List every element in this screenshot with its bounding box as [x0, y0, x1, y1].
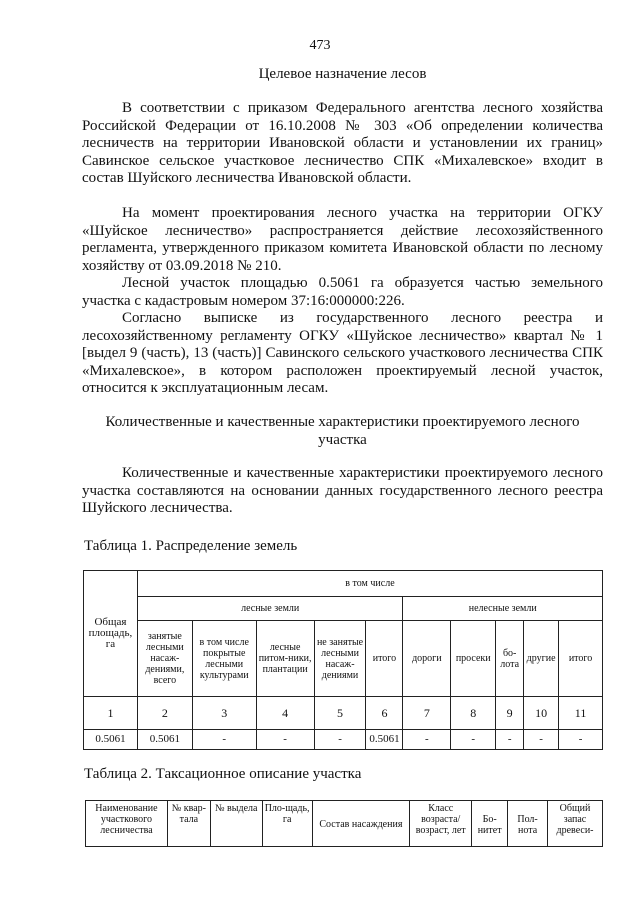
col-header: итого — [366, 621, 403, 697]
col-number: 1 — [84, 697, 138, 730]
col-header: Бо-нитет — [472, 801, 508, 847]
col-header: просеки — [451, 621, 496, 697]
section-heading: Целевое назначение лесов — [258, 66, 427, 82]
paragraph — [82, 205, 603, 275]
cell: 0.5061 — [366, 730, 403, 750]
cell: - — [496, 730, 524, 750]
col-header: не занятые лесными насаж-дениями — [314, 621, 366, 697]
header-forest-lands: лесные земли — [137, 597, 403, 621]
table-caption: Таблица 2. Таксационное описание участка — [84, 766, 362, 782]
col-header: бо-лота — [496, 621, 524, 697]
paragraph — [82, 465, 603, 518]
cell: - — [192, 730, 256, 750]
col-number: 7 — [403, 697, 451, 730]
page-number: 473 — [309, 38, 331, 53]
col-header: Пол-нота — [508, 801, 548, 847]
col-header: № квар-тала — [167, 801, 210, 847]
taxation-table — [85, 800, 603, 847]
col-header: Класс возраста/ возраст, лет — [410, 801, 472, 847]
paragraph — [82, 275, 603, 310]
cell: 0.5061 — [84, 730, 138, 750]
paragraph — [82, 100, 603, 188]
col-header: Наименование участкового лесничества — [86, 801, 168, 847]
col-header: в том числе покрытые лесными культурами — [192, 621, 256, 697]
paragraph-text: Количественные и качественные характеристики проектируемого лесного участка составляются на основании данных государственного лесного реестра Шуйского лесничества. — [82, 465, 603, 517]
cell: - — [256, 730, 314, 750]
paragraph-text: Лесной участок площадью 0.5061 га образуется частью земельного участка с кадастровым номером 37:16:000000:226. — [82, 275, 603, 309]
col-header: итого — [559, 621, 603, 697]
cell: - — [403, 730, 451, 750]
col-number: 10 — [524, 697, 559, 730]
col-header: Общий запас древеси- — [548, 801, 603, 847]
paragraph-text: Согласно выписке из государственного лесного реестра и лесохозяйственному регламенту ОГКУ «Шуйское лесничество» квартал № 1 [выдел 9 (часть), 13 (часть)] Савинского сельского участкового лесничества СПК «Михалевское», в котором расположен проектируемый лесной участок, относится к эксплуатационным лесам. — [82, 310, 603, 397]
table-caption: Таблица 1. Распределение земель — [84, 538, 298, 554]
header-total-area: Общая площадь, га — [84, 571, 138, 697]
col-number: 9 — [496, 697, 524, 730]
col-number: 11 — [559, 697, 603, 730]
col-header: Пло-щадь, га — [262, 801, 312, 847]
col-header: № выдела — [210, 801, 262, 847]
header-nonforest-lands: нелесные земли — [403, 597, 603, 621]
col-number: 6 — [366, 697, 403, 730]
cell: 0.5061 — [137, 730, 192, 750]
col-number: 2 — [137, 697, 192, 730]
cell: - — [451, 730, 496, 750]
header-including: в том числе — [137, 571, 602, 597]
col-header: лесные питом-ники, плантации — [256, 621, 314, 697]
col-header: занятые лесными насаж-дениями, всего — [137, 621, 192, 697]
col-header: Состав насаждения — [312, 801, 410, 847]
column-numbers-row — [84, 697, 603, 730]
col-number: 3 — [192, 697, 256, 730]
cell: - — [314, 730, 366, 750]
col-number: 5 — [314, 697, 366, 730]
cell: - — [559, 730, 603, 750]
paragraph — [82, 310, 603, 398]
section-heading: Количественные и качественные характеристики проектируемого лесного участка — [105, 414, 580, 448]
paragraph-text: В соответствии с приказом Федерального агентства лесного хозяйства Российской Федерации от 16.10.2008 № 303 «Об определении количества лесничеств на территории Ивановской области и установлении их границ» Савинское сельское участковое лесничество СПК «Михалевское» входит в состав Шуйского лесничества Ивановской области. — [82, 100, 603, 187]
land-distribution-table — [83, 570, 603, 750]
cell: - — [524, 730, 559, 750]
col-header: дороги — [403, 621, 451, 697]
paragraph-text: На момент проектирования лесного участка на территории ОГКУ «Шуйское лесничество» распространяется действие лесохозяйственного регламента, утвержденного приказом комитета Ивановской области по лесному хозяйству от 03.09.2018 № 210. — [82, 205, 603, 274]
col-number: 4 — [256, 697, 314, 730]
col-number: 8 — [451, 697, 496, 730]
col-header: другие — [524, 621, 559, 697]
table-row — [84, 730, 603, 750]
